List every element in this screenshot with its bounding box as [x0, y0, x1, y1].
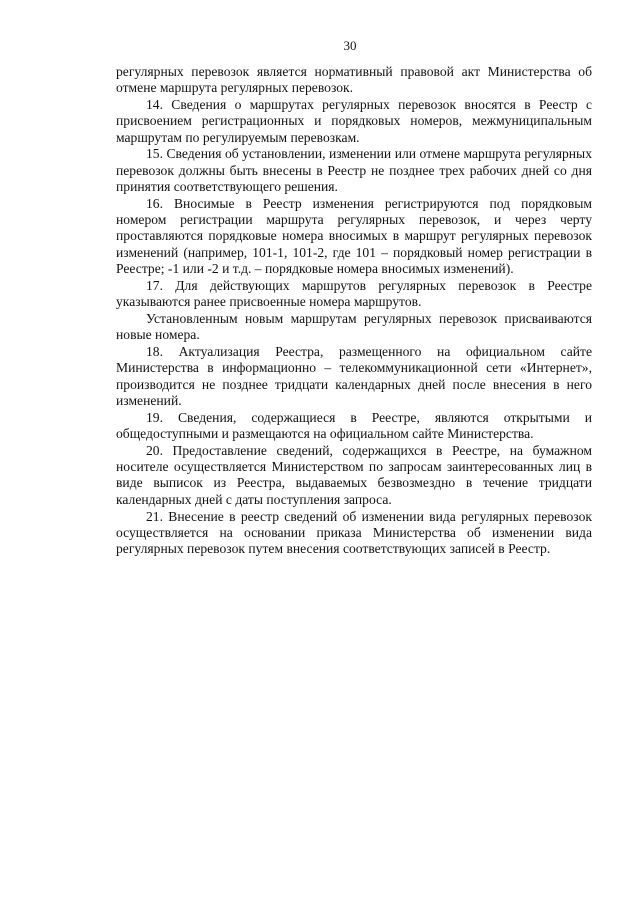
document-body — [116, 64, 592, 558]
paragraph-18: 18. Актуализация Реестра, размещенного на официальном сайте Министерства в информационно – телекоммуникационной сети «Интернет», производится не позднее тридцати календарных дней после внесения в него изменений. — [116, 344, 592, 408]
paragraph-19: 19. Сведения, содержащиеся в Реестре, являются открытыми и общедоступными и размещаются на официальном сайте Министерства. — [116, 409, 592, 442]
paragraph-17-continuation: Установленным новым маршрутам регулярных перевозок присваиваются новые номера. — [116, 310, 592, 343]
paragraph-15: 15. Сведения об установлении, изменении или отмене маршрута регулярных перевозок должны быть внесены в Реестр не позднее трех рабочих дней со дня принятия соответствующего решения. — [116, 146, 592, 195]
paragraph-16: 16. Вносимые в Реестр изменения регистрируются под порядковым номером регистрации маршрута регулярных перевозок, и через черту проставляются порядковые номера вносимых в маршрут регулярных перевозок изменений (например, 101-1, 101-2, где 101 – порядковый номер регистрации в Реестре; -1 или -2 и т.д. – порядковые номера вносимых изменений). — [116, 195, 592, 277]
paragraph-13-continuation: регулярных перевозок является нормативный правовой акт Министерства об отмене маршрута регулярных перевозок. — [116, 64, 592, 96]
paragraph-14: 14. Сведения о маршрутах регулярных перевозок вносятся в Реестр с присвоением регистрационных и порядковых номеров, межмуниципальным маршрутам по регулируемым перевозкам. — [116, 97, 592, 145]
paragraph-21: 21. Внесение в реестр сведений об изменении вида регулярных перевозок осуществляется на основании приказа Министерства об изменении вида регулярных перевозок путем внесения соответствующих записей в Реестр. — [116, 508, 592, 557]
paragraph-17: 17. Для действующих маршрутов регулярных перевозок в Реестре указываются ранее присвоенные номера маршрутов. — [116, 277, 592, 310]
page-number: 30 — [343, 38, 357, 53]
paragraph-20: 20. Предоставление сведений, содержащихся в Реестре, на бумажном носителе осуществляется Министерством по запросам заинтересованных лиц в виде выписок из Реестра, выдаваемых безвозмездно в течение тридцати календарных дней с даты поступления запроса. — [116, 442, 592, 507]
